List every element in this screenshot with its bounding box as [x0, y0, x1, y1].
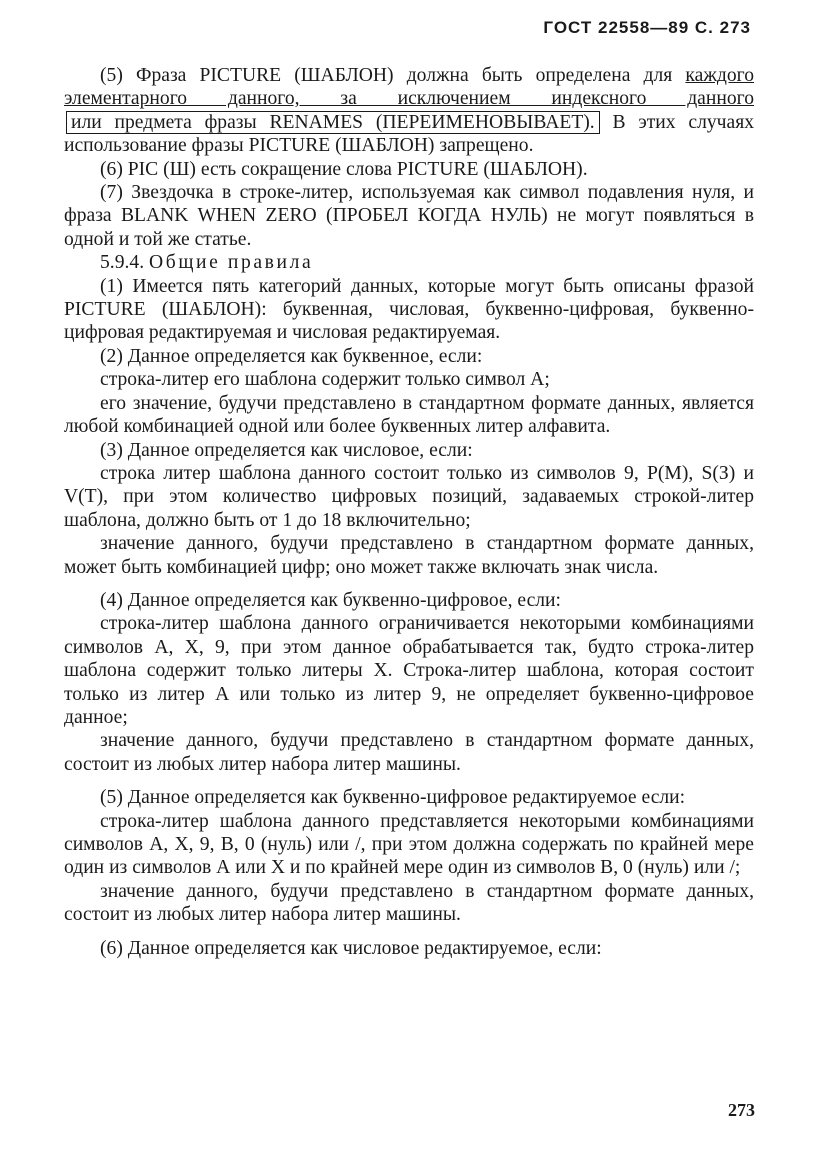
- page-number: 273: [728, 1100, 755, 1120]
- paragraph: строка-литер шаблона данного ограничивается некоторыми комбинациями символов А, Х, 9, при этом данное обрабатывается так, будто строка-литер шаблона содержит только литеры Х. Строка-литер шаблона, которая состоит только из литер А или только из литер 9, не определяет буквенно-цифровое данное;: [64, 613, 754, 728]
- paragraph: строка литер шаблона данного состоит только из символов 9, Р(М), S(З) и V(Т), при этом количество цифровых позиций, задаваемых строкой-литер шаблона, должно быть от 1 до 18 включительно;: [64, 462, 754, 531]
- paragraph: значение данного, будучи представлено в стандартном формате данных, состоит из любых литер набора литер машины.: [64, 880, 754, 926]
- running-header: ГОСТ 22558—89 С. 273: [543, 18, 751, 37]
- underlined-text: каждого элементарного данного, за исключением индексного данного: [64, 65, 754, 110]
- section-heading: [64, 251, 754, 274]
- boxed-amendment: или предмета фразы RENAMES (ПЕРЕИМЕНОВЫВАЕТ).: [66, 111, 600, 134]
- paragraph: (4) Данное определяется как буквенно-цифровое, если:: [100, 589, 561, 611]
- paragraph: значение данного, будучи представлено в стандартном формате данных, состоит из любых литер набора литер машины.: [64, 730, 754, 775]
- text-run: (5) Фраза PICTURE (ШАБЛОН) должна быть определена для: [100, 65, 686, 86]
- paragraph: [64, 64, 754, 158]
- section-title: Общие правила: [149, 252, 314, 274]
- text-run: В этих случаях использование фразы PICTURE (ШАБЛОН) запрещено.: [64, 111, 755, 157]
- paragraph: его значение, будучи представлено в стандартном формате данных, является любой комбинацией одной или более буквенных литер алфавита.: [64, 392, 754, 438]
- paragraph: (1) Имеется пять категорий данных, которые могут быть описаны фразой PICTURE (ШАБЛОН): буквенная, числовая, буквенно-цифровая, буквенно-цифровая редактируемая и числовая редактируемая.: [64, 275, 754, 344]
- document-body: [64, 64, 754, 960]
- paragraph: строка-литер его шаблона содержит только символ А;: [100, 369, 550, 391]
- paragraph: (7) Звездочка в строке-литер, используемая как символ подавления нуля, и фраза BLANK WHEN ZERO (ПРОБЕЛ КОГДА НУЛЬ) не могут появляться в одной и той же статье.: [64, 182, 754, 250]
- paragraph: (6) Данное определяется как числовое редактируемое, если:: [100, 937, 602, 959]
- paragraph: значение данного, будучи представлено в стандартном формате данных, может быть комбинацией цифр; оно может также включать знак числа.: [64, 533, 754, 578]
- paragraph: (3) Данное определяется как числовое, если:: [100, 439, 473, 461]
- section-number: 5.9.4.: [100, 252, 145, 274]
- paragraph: (2) Данное определяется как буквенное, если:: [100, 345, 483, 367]
- paragraph: (5) Данное определяется как буквенно-цифровое редактируемое если:: [100, 787, 686, 809]
- paragraph: (6) PIC (Ш) есть сокращение слова PICTURE (ШАБЛОН).: [100, 158, 588, 180]
- paragraph: строка-литер шаблона данного представляется некоторыми комбинациями символов А, Х, 9, В, 0 (нуль) или /, при этом должна содержать по крайней мере один из символов А или Х и по крайней мере один из символов В, 0 (нуль) или /;: [64, 810, 754, 879]
